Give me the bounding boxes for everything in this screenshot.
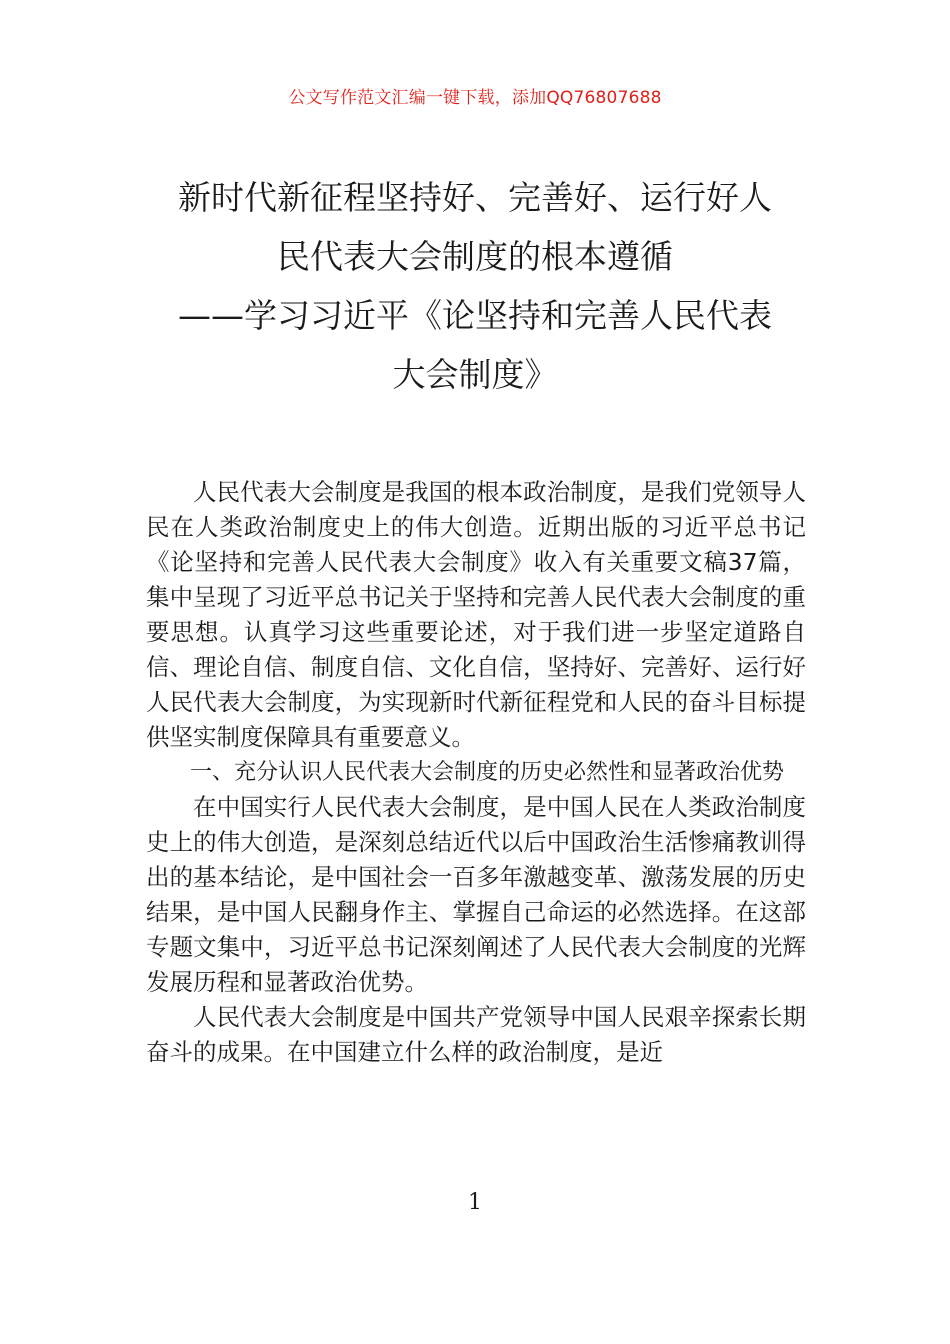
section-heading-1: 一、充分认识人民代表大会制度的历史必然性和显著政治优势	[190, 760, 785, 785]
title-line-1: 新时代新征程坚持好、完善好、运行好人	[178, 178, 772, 217]
intro-paragraph: 人民代表大会制度是我国的根本政治制度，是我们党领导人民在人类政治制度史上的伟大创造。近期出版的习近平总书记《论坚持和完善人民代表大会制度》收入有关重要文稿37篇，集中呈现了习近平总书记关于坚持和完善人民代表大会制度的重要思想。认真学习这些重要论述，对于我们进一步坚定道路自信、理论自信、制度自信、文化自信，坚持好、完善好、运行好人民代表大会制度，为实现新时代新征程党和人民的奋斗目标提供坚实制度保障具有重要意义。	[146, 478, 806, 751]
subtitle-line-2: 大会制度》	[392, 355, 558, 394]
page-number: 1	[468, 1190, 482, 1215]
subtitle-line-1: ——学习习近平《论坚持和完善人民代表	[178, 296, 772, 335]
header-download-note: 公文写作范文汇编一键下载，添加QQ76807688	[288, 88, 662, 108]
document-title	[150, 168, 800, 404]
title-line-2: 民代表大会制度的根本遵循	[277, 237, 673, 276]
body-paragraph-2: 在中国实行人民代表大会制度，是中国人民在人类政治制度史上的伟大创造，是深刻总结近代以后中国政治生活惨痛教训得出的基本结论，是中国社会一百多年激越变革、激荡发展的历史结果，是中国人民翻身作主、掌握自己命运的必然选择。在这部专题文集中，习近平总书记深刻阐述了人民代表大会制度的光辉发展历程和显著政治优势。	[146, 793, 806, 996]
body-paragraph-3: 人民代表大会制度是中国共产党领导中国人民艰辛探索长期奋斗的成果。在中国建立什么样的政治制度，是近	[146, 1003, 806, 1066]
document-body	[146, 475, 806, 1070]
